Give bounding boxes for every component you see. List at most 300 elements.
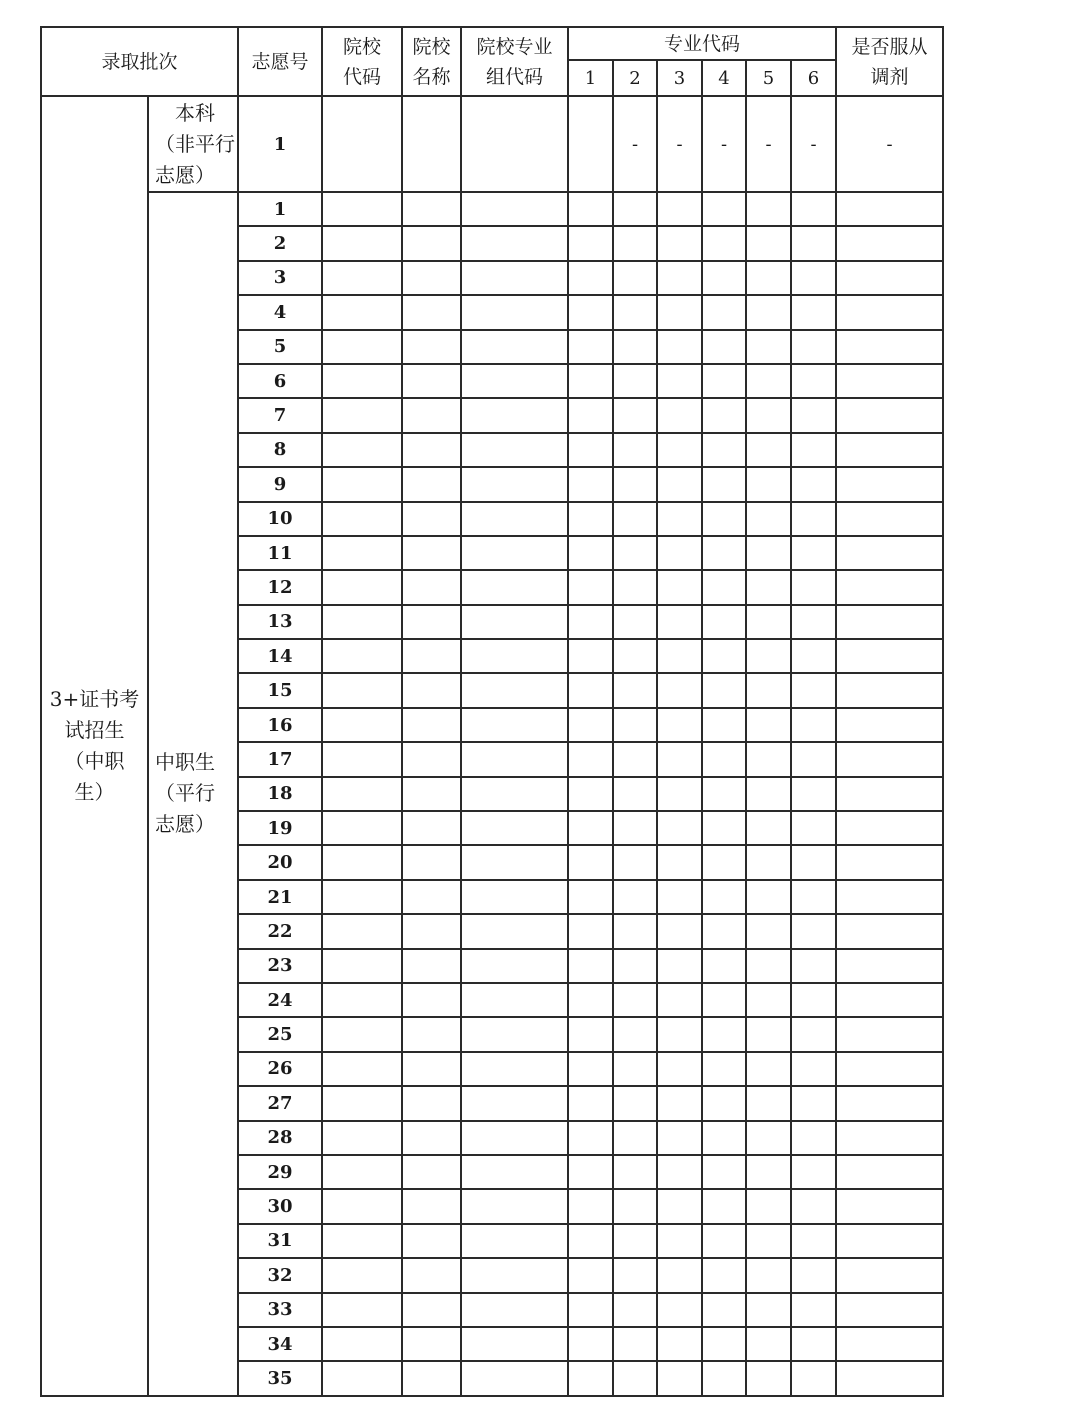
adjust-input[interactable]	[836, 605, 943, 639]
major-code-input[interactable]	[568, 536, 613, 570]
school-name-input[interactable]	[402, 398, 461, 432]
major-code-input[interactable]	[702, 1086, 746, 1120]
major-code-input[interactable]	[702, 330, 746, 364]
major-code-input[interactable]	[702, 605, 746, 639]
school-name-input[interactable]	[402, 536, 461, 570]
major-code-input[interactable]	[746, 1224, 791, 1258]
major-code-input[interactable]	[702, 433, 746, 467]
major-code-input[interactable]	[613, 673, 657, 707]
major-code-input[interactable]	[657, 673, 702, 707]
major-code-input[interactable]	[746, 777, 791, 811]
major-code-input[interactable]	[746, 811, 791, 845]
major-code-input[interactable]	[568, 330, 613, 364]
major-code-input[interactable]	[791, 192, 836, 226]
school-name-input[interactable]	[402, 949, 461, 983]
school-code-input[interactable]	[322, 914, 402, 948]
major-code-input[interactable]	[791, 880, 836, 914]
group-code-input[interactable]	[461, 1361, 568, 1395]
major-code-input[interactable]	[568, 1361, 613, 1395]
major-code-input[interactable]	[746, 226, 791, 260]
school-code-input[interactable]	[322, 1121, 402, 1155]
adjust-input[interactable]	[836, 398, 943, 432]
school-code-input[interactable]	[322, 433, 402, 467]
group-code-input[interactable]	[461, 261, 568, 295]
school-code-input[interactable]	[322, 570, 402, 604]
adjust-input[interactable]	[836, 639, 943, 673]
major-code-input[interactable]	[746, 192, 791, 226]
major-code-input[interactable]	[702, 502, 746, 536]
major-code-input[interactable]	[746, 673, 791, 707]
major-code-input[interactable]	[702, 949, 746, 983]
school-code-input[interactable]	[322, 1189, 402, 1223]
major-code-input[interactable]	[746, 570, 791, 604]
major-code-input[interactable]	[613, 983, 657, 1017]
school-code-input[interactable]	[322, 708, 402, 742]
major-code-input[interactable]	[746, 639, 791, 673]
major-code-input[interactable]	[791, 1155, 836, 1189]
major-code-input[interactable]	[568, 777, 613, 811]
major-code-input[interactable]	[702, 1155, 746, 1189]
major-code-input[interactable]	[613, 1086, 657, 1120]
group-code-input[interactable]	[461, 1258, 568, 1292]
major-code-input[interactable]	[746, 1121, 791, 1155]
school-name-input[interactable]	[402, 1189, 461, 1223]
school-name-input[interactable]	[402, 192, 461, 226]
major-code-input[interactable]	[657, 1052, 702, 1086]
school-name-input[interactable]	[402, 605, 461, 639]
group-code-input[interactable]	[461, 570, 568, 604]
school-name-input[interactable]	[402, 742, 461, 776]
major-code-input[interactable]	[657, 1224, 702, 1258]
major-code-input[interactable]	[746, 983, 791, 1017]
school-code-input[interactable]	[322, 777, 402, 811]
major-code-input[interactable]	[613, 914, 657, 948]
major-code-input[interactable]	[657, 983, 702, 1017]
major-code-input[interactable]	[702, 914, 746, 948]
group-code-input[interactable]	[461, 639, 568, 673]
major-code-input[interactable]	[613, 467, 657, 501]
major-code-input[interactable]	[568, 845, 613, 879]
major-code-input[interactable]	[657, 467, 702, 501]
group-code-input[interactable]	[461, 605, 568, 639]
school-code-input[interactable]	[322, 96, 402, 192]
major-code-input[interactable]	[568, 605, 613, 639]
major-code-input[interactable]	[746, 502, 791, 536]
school-code-input[interactable]	[322, 742, 402, 776]
major-code-input[interactable]	[702, 708, 746, 742]
school-name-input[interactable]	[402, 295, 461, 329]
group-code-input[interactable]	[461, 811, 568, 845]
group-code-input[interactable]	[461, 502, 568, 536]
major-code-input[interactable]	[568, 1155, 613, 1189]
major-code-input[interactable]	[791, 673, 836, 707]
major-code-input[interactable]	[568, 226, 613, 260]
adjust-input[interactable]	[836, 192, 943, 226]
school-name-input[interactable]	[402, 1052, 461, 1086]
school-code-input[interactable]	[322, 1086, 402, 1120]
major-code-input[interactable]	[657, 502, 702, 536]
school-code-input[interactable]	[322, 261, 402, 295]
major-code-input[interactable]	[746, 261, 791, 295]
major-code-input[interactable]	[613, 949, 657, 983]
adjust-input[interactable]	[836, 502, 943, 536]
group-code-input[interactable]	[461, 96, 568, 192]
major-code-input[interactable]	[568, 570, 613, 604]
major-code-input[interactable]	[568, 1327, 613, 1361]
major-code-input[interactable]	[568, 949, 613, 983]
school-name-input[interactable]	[402, 880, 461, 914]
major-code-input[interactable]	[791, 467, 836, 501]
school-name-input[interactable]	[402, 983, 461, 1017]
major-code-input[interactable]	[657, 742, 702, 776]
major-code-input[interactable]	[568, 742, 613, 776]
adjust-input[interactable]	[836, 570, 943, 604]
adjust-input[interactable]	[836, 777, 943, 811]
adjust-input[interactable]	[836, 914, 943, 948]
major-code-input[interactable]	[657, 433, 702, 467]
major-code-input[interactable]	[702, 742, 746, 776]
major-code-input[interactable]	[791, 536, 836, 570]
major-code-input[interactable]	[657, 1258, 702, 1292]
school-name-input[interactable]	[402, 1017, 461, 1051]
major-code-input[interactable]	[568, 811, 613, 845]
major-code-input[interactable]	[791, 1327, 836, 1361]
group-code-input[interactable]	[461, 192, 568, 226]
group-code-input[interactable]	[461, 914, 568, 948]
major-code-input[interactable]	[657, 845, 702, 879]
major-code-input[interactable]	[657, 914, 702, 948]
group-code-input[interactable]	[461, 226, 568, 260]
major-code-input[interactable]	[791, 502, 836, 536]
major-code-input[interactable]	[791, 570, 836, 604]
major-code-input[interactable]	[791, 777, 836, 811]
group-code-input[interactable]	[461, 777, 568, 811]
major-code-input[interactable]	[613, 845, 657, 879]
major-code-input[interactable]	[702, 673, 746, 707]
adjust-input[interactable]	[836, 1361, 943, 1395]
major-code-input[interactable]	[746, 880, 791, 914]
major-code-input[interactable]	[568, 880, 613, 914]
major-code-input[interactable]	[613, 330, 657, 364]
major-code-input[interactable]	[657, 708, 702, 742]
major-code-input[interactable]	[657, 364, 702, 398]
group-code-input[interactable]	[461, 708, 568, 742]
major-code-input[interactable]	[613, 1189, 657, 1223]
school-name-input[interactable]	[402, 1121, 461, 1155]
adjust-input[interactable]	[836, 673, 943, 707]
major-code-input[interactable]	[613, 777, 657, 811]
major-code-input[interactable]	[746, 1155, 791, 1189]
major-code-input[interactable]	[702, 1293, 746, 1327]
major-code-input[interactable]	[702, 811, 746, 845]
major-code-input[interactable]	[657, 1121, 702, 1155]
major-code-input[interactable]	[657, 398, 702, 432]
major-code-input[interactable]	[746, 708, 791, 742]
major-code-input[interactable]	[791, 949, 836, 983]
major-code-input[interactable]	[702, 845, 746, 879]
group-code-input[interactable]	[461, 467, 568, 501]
group-code-input[interactable]	[461, 1121, 568, 1155]
group-code-input[interactable]	[461, 1327, 568, 1361]
major-code-input[interactable]	[657, 605, 702, 639]
major-code-input[interactable]	[791, 1258, 836, 1292]
major-code-input[interactable]	[657, 1293, 702, 1327]
major-code-input[interactable]	[702, 1224, 746, 1258]
school-code-input[interactable]	[322, 673, 402, 707]
school-code-input[interactable]	[322, 295, 402, 329]
major-code-input[interactable]	[746, 295, 791, 329]
group-code-input[interactable]	[461, 330, 568, 364]
adjust-input[interactable]	[836, 708, 943, 742]
group-code-input[interactable]	[461, 1086, 568, 1120]
adjust-input[interactable]	[836, 1224, 943, 1258]
major-code-input[interactable]	[791, 433, 836, 467]
major-code-input[interactable]	[568, 1121, 613, 1155]
school-code-input[interactable]	[322, 192, 402, 226]
school-name-input[interactable]	[402, 433, 461, 467]
major-code-input[interactable]	[791, 364, 836, 398]
major-code-input[interactable]	[568, 192, 613, 226]
school-code-input[interactable]	[322, 811, 402, 845]
adjust-input[interactable]	[836, 1258, 943, 1292]
major-code-input[interactable]	[746, 1052, 791, 1086]
school-name-input[interactable]	[402, 96, 461, 192]
major-code-input[interactable]	[702, 1258, 746, 1292]
school-code-input[interactable]	[322, 330, 402, 364]
adjust-input[interactable]	[836, 226, 943, 260]
group-code-input[interactable]	[461, 1189, 568, 1223]
major-code-input[interactable]	[613, 708, 657, 742]
adjust-input[interactable]	[836, 1017, 943, 1051]
major-code-input[interactable]	[613, 364, 657, 398]
group-code-input[interactable]	[461, 364, 568, 398]
major-code-input[interactable]	[702, 364, 746, 398]
major-code-input[interactable]	[613, 1327, 657, 1361]
major-code-input[interactable]	[613, 1017, 657, 1051]
major-code-input[interactable]	[657, 226, 702, 260]
major-code-input[interactable]	[791, 605, 836, 639]
group-code-input[interactable]	[461, 742, 568, 776]
major-code-input[interactable]	[746, 1293, 791, 1327]
school-code-input[interactable]	[322, 467, 402, 501]
school-code-input[interactable]	[322, 1017, 402, 1051]
major-code-input[interactable]	[657, 295, 702, 329]
major-code-input[interactable]	[613, 226, 657, 260]
major-code-input[interactable]	[702, 880, 746, 914]
major-code-input[interactable]	[568, 467, 613, 501]
major-code-input[interactable]	[613, 1361, 657, 1395]
major-code-input[interactable]	[613, 639, 657, 673]
school-name-input[interactable]	[402, 1361, 461, 1395]
school-name-input[interactable]	[402, 1258, 461, 1292]
school-code-input[interactable]	[322, 1327, 402, 1361]
school-name-input[interactable]	[402, 1327, 461, 1361]
major-code-input[interactable]	[568, 261, 613, 295]
adjust-input[interactable]	[836, 1086, 943, 1120]
major-code-input[interactable]	[746, 1086, 791, 1120]
major-code-input[interactable]	[791, 742, 836, 776]
group-code-input[interactable]	[461, 673, 568, 707]
major-code-input[interactable]	[702, 536, 746, 570]
major-code-input[interactable]	[613, 880, 657, 914]
major-code-input[interactable]	[613, 605, 657, 639]
major-code-input[interactable]	[702, 1327, 746, 1361]
major-code-input[interactable]	[657, 811, 702, 845]
major-code-input[interactable]	[613, 502, 657, 536]
major-code-input[interactable]	[746, 1327, 791, 1361]
major-code-input[interactable]	[791, 639, 836, 673]
school-name-input[interactable]	[402, 639, 461, 673]
group-code-input[interactable]	[461, 1224, 568, 1258]
adjust-input[interactable]	[836, 1327, 943, 1361]
major-code-input[interactable]	[702, 983, 746, 1017]
school-name-input[interactable]	[402, 364, 461, 398]
group-code-input[interactable]	[461, 845, 568, 879]
major-code-input[interactable]	[657, 1086, 702, 1120]
school-code-input[interactable]	[322, 845, 402, 879]
adjust-input[interactable]	[836, 295, 943, 329]
major-code-input[interactable]	[791, 914, 836, 948]
school-code-input[interactable]	[322, 1293, 402, 1327]
major-code-input[interactable]	[746, 845, 791, 879]
major-code-input[interactable]	[657, 639, 702, 673]
school-code-input[interactable]	[322, 1258, 402, 1292]
adjust-input[interactable]	[836, 330, 943, 364]
school-code-input[interactable]	[322, 1361, 402, 1395]
school-code-input[interactable]	[322, 1224, 402, 1258]
major-code-input[interactable]	[613, 570, 657, 604]
major-code-input[interactable]	[702, 570, 746, 604]
major-code-input[interactable]	[746, 605, 791, 639]
major-code-input[interactable]	[568, 983, 613, 1017]
school-name-input[interactable]	[402, 708, 461, 742]
major-code-input[interactable]	[657, 880, 702, 914]
major-code-input[interactable]	[568, 1293, 613, 1327]
adjust-input[interactable]	[836, 811, 943, 845]
major-code-input[interactable]	[791, 1121, 836, 1155]
major-code-input[interactable]	[568, 1224, 613, 1258]
major-code-input[interactable]	[568, 708, 613, 742]
adjust-input[interactable]	[836, 1155, 943, 1189]
major-code-input[interactable]	[568, 639, 613, 673]
school-code-input[interactable]	[322, 983, 402, 1017]
major-code-input[interactable]	[746, 536, 791, 570]
adjust-input[interactable]	[836, 364, 943, 398]
major-code-input[interactable]	[702, 1052, 746, 1086]
school-name-input[interactable]	[402, 502, 461, 536]
major-code-input[interactable]	[657, 1361, 702, 1395]
school-name-input[interactable]	[402, 811, 461, 845]
major-code-input[interactable]	[746, 330, 791, 364]
major-code-input[interactable]	[568, 502, 613, 536]
major-code-input[interactable]	[657, 330, 702, 364]
school-name-input[interactable]	[402, 330, 461, 364]
major-code-input[interactable]	[657, 261, 702, 295]
major-code-input[interactable]	[702, 398, 746, 432]
major-code-input[interactable]	[791, 1086, 836, 1120]
major-code-input[interactable]	[657, 949, 702, 983]
major-code-input[interactable]	[568, 433, 613, 467]
major-code-input[interactable]	[568, 1086, 613, 1120]
major-code-input[interactable]	[746, 1361, 791, 1395]
major-code-input[interactable]	[702, 1361, 746, 1395]
major-code-input[interactable]	[702, 1121, 746, 1155]
school-code-input[interactable]	[322, 605, 402, 639]
major-code-input[interactable]	[613, 398, 657, 432]
major-code-input[interactable]	[657, 777, 702, 811]
school-code-input[interactable]	[322, 502, 402, 536]
school-name-input[interactable]	[402, 914, 461, 948]
major-code-input[interactable]	[702, 226, 746, 260]
school-name-input[interactable]	[402, 467, 461, 501]
major-code-input[interactable]	[613, 261, 657, 295]
major-code-input[interactable]	[746, 467, 791, 501]
adjust-input[interactable]	[836, 1189, 943, 1223]
major-code-input[interactable]	[568, 914, 613, 948]
major-code-input[interactable]	[657, 1155, 702, 1189]
major-code-input[interactable]	[791, 295, 836, 329]
major-code-input[interactable]	[568, 1052, 613, 1086]
adjust-input[interactable]	[836, 742, 943, 776]
group-code-input[interactable]	[461, 949, 568, 983]
school-code-input[interactable]	[322, 639, 402, 673]
major-code-input[interactable]	[791, 983, 836, 1017]
major-code-input[interactable]	[613, 192, 657, 226]
group-code-input[interactable]	[461, 1052, 568, 1086]
major-code-input[interactable]	[568, 364, 613, 398]
major-code-input[interactable]	[791, 1361, 836, 1395]
adjust-input[interactable]	[836, 949, 943, 983]
major-code-input[interactable]	[791, 708, 836, 742]
school-code-input[interactable]	[322, 536, 402, 570]
school-code-input[interactable]	[322, 1155, 402, 1189]
major-code-input[interactable]	[613, 1224, 657, 1258]
major-code-input[interactable]	[657, 1189, 702, 1223]
major-code-input[interactable]	[568, 398, 613, 432]
major-code-input[interactable]	[613, 742, 657, 776]
major-code-input[interactable]	[613, 536, 657, 570]
school-code-input[interactable]	[322, 398, 402, 432]
group-code-input[interactable]	[461, 983, 568, 1017]
major-code-input[interactable]	[568, 1189, 613, 1223]
school-code-input[interactable]	[322, 949, 402, 983]
group-code-input[interactable]	[461, 880, 568, 914]
major-code-input[interactable]	[746, 914, 791, 948]
major-code-input[interactable]	[791, 1293, 836, 1327]
school-name-input[interactable]	[402, 673, 461, 707]
adjust-input[interactable]	[836, 433, 943, 467]
major-code-input[interactable]	[791, 1189, 836, 1223]
school-name-input[interactable]	[402, 570, 461, 604]
major-code-input[interactable]	[791, 811, 836, 845]
major-code-input[interactable]	[702, 467, 746, 501]
school-name-input[interactable]	[402, 261, 461, 295]
group-code-input[interactable]	[461, 1017, 568, 1051]
major-code-input[interactable]	[568, 1258, 613, 1292]
school-name-input[interactable]	[402, 1155, 461, 1189]
school-name-input[interactable]	[402, 1224, 461, 1258]
major-code-input[interactable]	[746, 1189, 791, 1223]
major-code-input[interactable]	[657, 570, 702, 604]
major-code-input[interactable]	[791, 845, 836, 879]
major-code-input[interactable]	[568, 96, 613, 192]
major-code-input[interactable]	[568, 1017, 613, 1051]
major-code-input[interactable]	[746, 949, 791, 983]
major-code-input[interactable]	[746, 742, 791, 776]
school-code-input[interactable]	[322, 1052, 402, 1086]
major-code-input[interactable]	[702, 295, 746, 329]
school-code-input[interactable]	[322, 364, 402, 398]
